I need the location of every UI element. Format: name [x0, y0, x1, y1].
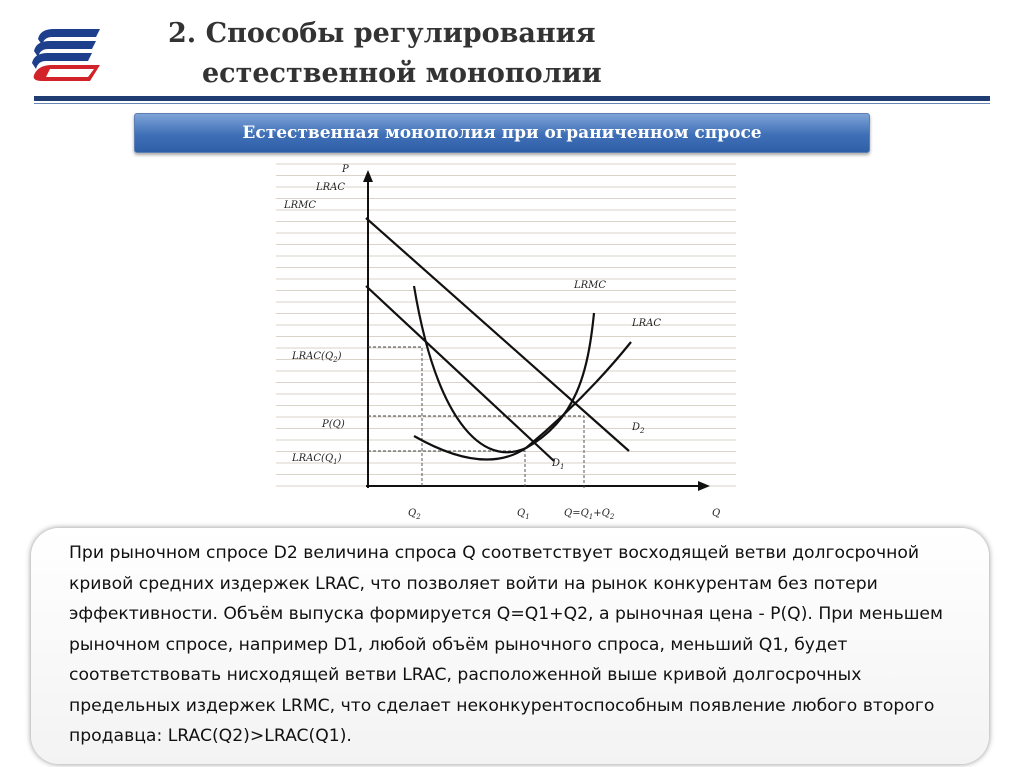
- x-tick-q-sum: $Q=Q_1+Q_2$: [564, 508, 615, 521]
- y-tick-lrac-q2: $LRAC(Q_2)$: [292, 351, 342, 364]
- demand-curve-d1: [366, 286, 554, 461]
- header-rule-thin: [34, 103, 990, 104]
- page-title: [168, 14, 602, 94]
- y-tick-pq: P(Q): [322, 419, 345, 430]
- monopoly-diagram: [276, 158, 736, 530]
- x-tick-q1: $Q_1$: [517, 508, 530, 521]
- section-banner: Естественная монополия при ограниченном спросе: [134, 113, 870, 153]
- ruled-background: [276, 164, 736, 486]
- x-axis-label: Q: [712, 508, 721, 519]
- description-text: При рыночном спросе D2 величина спроса Q соответствует восходящей ветви долгосрочной кривой средних издержек LRAC, что позволяет войти на рынок конкурентам без потери эффективности. Объём выпуска формируется Q=Q1+Q2, а рыночная цена - P(Q). При меньшем рыночном спросе, например D1, любой объём рыночного спроса, меньший Q1, будет соответствовать нисходящей ветви LRAC, расположенной выше кривой долгосрочных предельных издержек LRMC, что сделает неконкурентоспособным появление любого второго продавца: LRAC(Q2)>LRAC(Q1).: [69, 543, 943, 746]
- title-line-2: естественной монополии: [202, 58, 602, 89]
- x-tick-q2: $Q_2$: [408, 508, 421, 521]
- y-axis-label-lrac: LRAC: [316, 182, 346, 193]
- y-axis-label-lrmc: LRMC: [284, 200, 317, 211]
- x-axis: [366, 481, 710, 491]
- y-tick-lrac-q1: $LRAC(Q_1)$: [292, 453, 342, 466]
- title-line-1: 2. Способы регулирования: [168, 18, 596, 49]
- lrmc-curve: [414, 286, 594, 452]
- y-axis-label: P: [342, 164, 349, 175]
- lrmc-label: LRMC: [574, 280, 607, 291]
- header-rule: [34, 96, 990, 101]
- description-box: [31, 528, 989, 764]
- d1-label: $D_1$: [552, 458, 565, 471]
- lrac-label: LRAC: [632, 318, 662, 329]
- d2-label: $D_2$: [632, 422, 645, 435]
- logo-icon: [30, 25, 105, 85]
